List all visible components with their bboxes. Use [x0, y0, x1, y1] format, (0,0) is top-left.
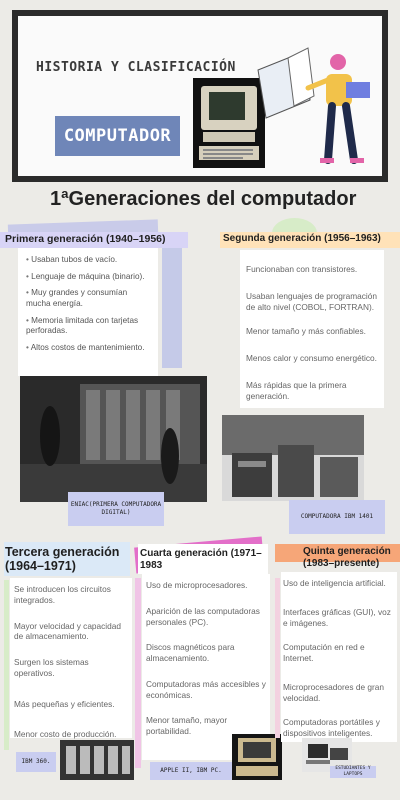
decor-strip	[135, 578, 141, 768]
header-title: HISTORIA Y CLASIFICACIÓN	[36, 60, 236, 75]
list-item: Computadoras portátiles y dispositivos inteligentes.	[283, 717, 380, 739]
person-illustration	[248, 30, 378, 170]
apple-ii-photo	[232, 734, 282, 780]
list-item: Más pequeñas y eficientes.	[14, 698, 115, 709]
list-item: Más rápidas que la primera generación.	[246, 379, 347, 401]
list-item: Uso de inteligencia artificial.	[283, 578, 386, 588]
list-item: Aparición de las computadoras personales (PC).	[146, 605, 260, 627]
list-item: Discos magnéticos para almacenamiento.	[146, 642, 235, 664]
list-item: Surgen los sistemas operativos.	[14, 657, 89, 678]
list-item: Funcionaban con transistores.	[246, 264, 358, 274]
fifth-gen-card	[281, 572, 397, 742]
list-item: Computadoras más accesibles y económicas.	[146, 678, 266, 700]
list-item: • Altos costos de mantenimiento.	[26, 343, 150, 354]
fourth-gen-title: Cuarta generación (1971–1983	[140, 548, 262, 571]
decor-strip	[162, 248, 182, 368]
main-heading: 1ªGeneraciones del computador	[50, 188, 357, 210]
decor-strip	[4, 580, 9, 750]
third-gen-card	[10, 578, 132, 738]
fourth-gen-card	[142, 574, 270, 760]
third-gen-title: Tercera generación (1964–1971)	[5, 545, 120, 574]
eniac-photo	[20, 376, 207, 502]
first-gen-title: Primera generación (1940–1956)	[5, 233, 166, 245]
list-item: Usaban lenguajes de programación de alto nivel (COBOL, FORTRAN).	[246, 290, 377, 312]
list-item: Menor tamaño, mayor portabilidad.	[146, 715, 228, 737]
decor-strip	[275, 578, 280, 738]
second-gen-caption: COMPUTADORA IBM 1401	[289, 500, 385, 534]
third-gen-caption: IBM 360.	[16, 752, 56, 772]
ibm-1401-photo	[222, 415, 364, 501]
second-gen-title: Segunda generación (1956–1963)	[223, 233, 381, 244]
list-item: Interfaces gráficas (GUI), voz e imágenes.	[283, 606, 391, 628]
first-gen-card	[18, 248, 158, 376]
fifth-gen-caption: ESTUDIANTES Y LAPTOPS	[330, 766, 376, 778]
fourth-gen-caption: APPLE II, IBM PC.	[150, 762, 232, 780]
list-item: • Muy grandes y consumían mucha energía.	[26, 288, 150, 309]
list-item: Microprocesadores de gran velocidad.	[283, 681, 384, 703]
list-item: Computación en red e Internet.	[283, 642, 365, 664]
list-item: Menor costo de producción.	[14, 729, 117, 740]
list-item: Mayor velocidad y capacidad de almacenamiento.	[14, 620, 121, 642]
list-item: • Usaban tubos de vacío.	[26, 255, 150, 266]
header-badge: COMPUTADOR	[55, 116, 180, 156]
list-item: Menor tamaño y más confiables.	[246, 326, 366, 337]
list-item: Uso de microprocesadores.	[146, 580, 248, 590]
fifth-gen-title: Quinta generación (1983–presente)	[303, 546, 391, 569]
list-item: • Lenguaje de máquina (binario).	[26, 272, 150, 283]
list-item: Menos calor y consumo energético.	[246, 353, 377, 364]
second-gen-card	[240, 250, 384, 408]
list-item: • Memoria limitada con tarjetas perforadas.	[26, 316, 150, 337]
first-gen-caption: ENIAC(PRIMERA COMPUTADORA DIGITAL)	[68, 492, 164, 526]
list-item: Se introducen los circuitos integrados.	[14, 584, 111, 605]
ibm-360-photo	[60, 740, 134, 780]
